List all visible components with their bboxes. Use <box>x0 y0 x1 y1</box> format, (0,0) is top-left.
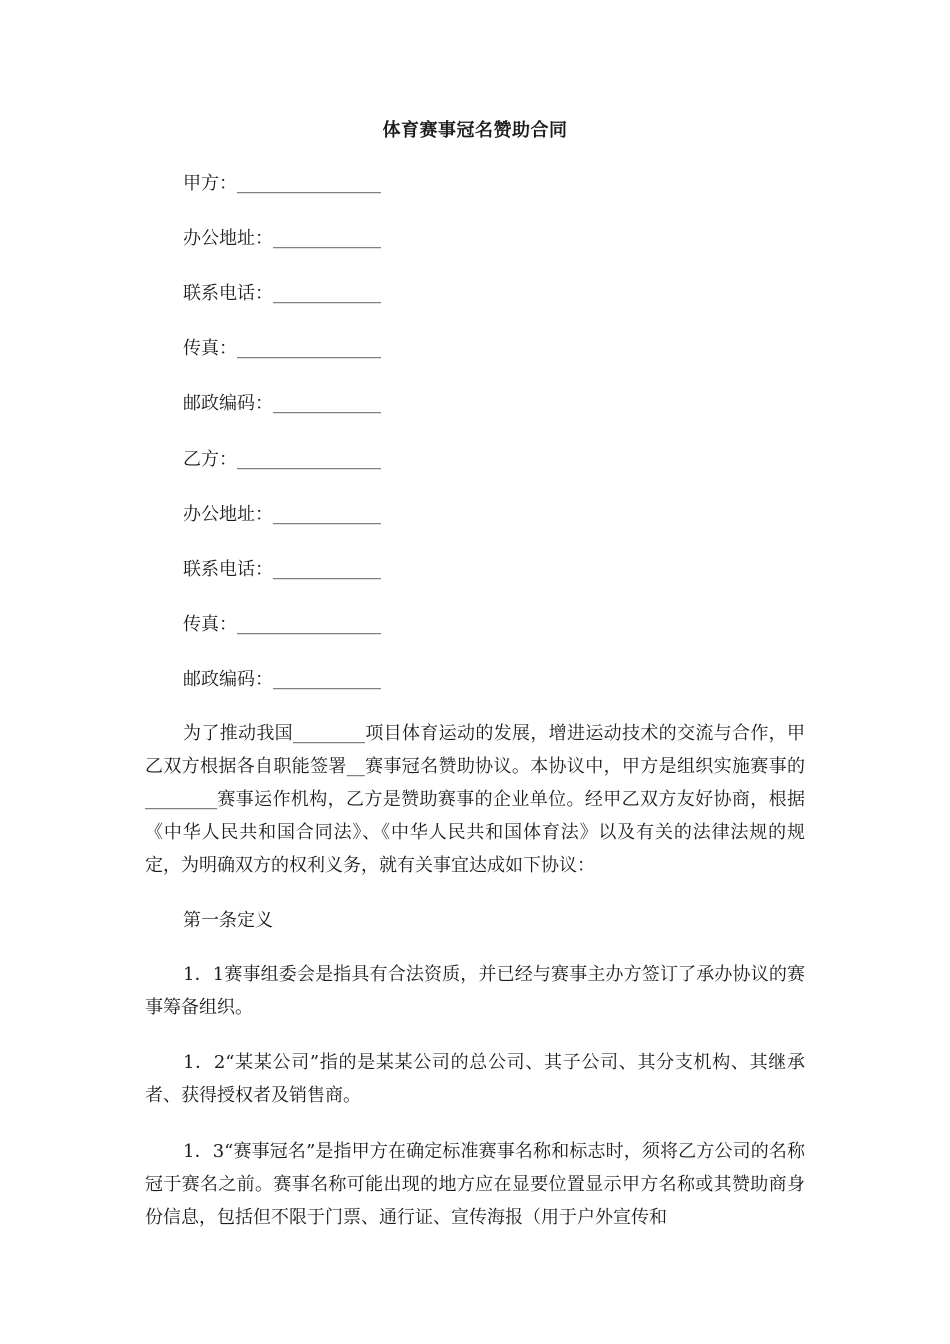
clause-1-3: 1．3“赛事冠名”是指甲方在确定标准赛事名称和标志时，须将乙方公司的名称冠于赛名之前。赛事名称可能出现的地方应在显要位置显示甲方名称或其赞助商身份信息，包括但不限于门票、通行证、宣传海报（用于户外宣传和 <box>145 1141 805 1228</box>
party-a-name-field: 甲方：________________ <box>183 173 381 194</box>
party-a-phone-field: 联系电话：____________ <box>183 283 381 304</box>
document-title: 体育赛事冠名赞助合同 <box>382 120 568 141</box>
party-b-phone-field: 联系电话：____________ <box>183 559 381 580</box>
party-a-fax-field: 传真：________________ <box>183 338 381 359</box>
clause-1-1: 1．1赛事组委会是指具有合法资质，并已经与赛事主办方签订了承办协议的赛事筹备组织。 <box>145 964 805 1018</box>
party-b-postcode-field: 邮政编码：____________ <box>183 669 381 690</box>
party-b-fax-field: 传真：________________ <box>183 614 381 635</box>
party-b-name-field: 乙方：________________ <box>183 449 381 470</box>
article-1-heading: 第一条定义 <box>183 910 273 931</box>
party-a-postcode-field: 邮政编码：____________ <box>183 393 381 414</box>
party-b-address-field: 办公地址：____________ <box>183 504 381 525</box>
intro-paragraph: 为了推动我国________项目体育运动的发展，增进运动技术的交流与合作，甲乙双方根据各自职能签署__赛事冠名赞助协议。本协议中，甲方是组织实施赛事的________赛事运作机构，乙方是赞助赛事的企业单位。经甲乙双方友好协商，根据《中华人民共和国合同法》、《中华人民共和国体育法》以及有关的法律法规的规定，为明确双方的权利义务，就有关事宜达成如下协议： <box>145 723 805 876</box>
clause-1-2: 1．2“某某公司”指的是某某公司的总公司、其子公司、其分支机构、其继承者、获得授权者及销售商。 <box>145 1052 805 1106</box>
party-a-address-field: 办公地址：____________ <box>183 228 381 249</box>
